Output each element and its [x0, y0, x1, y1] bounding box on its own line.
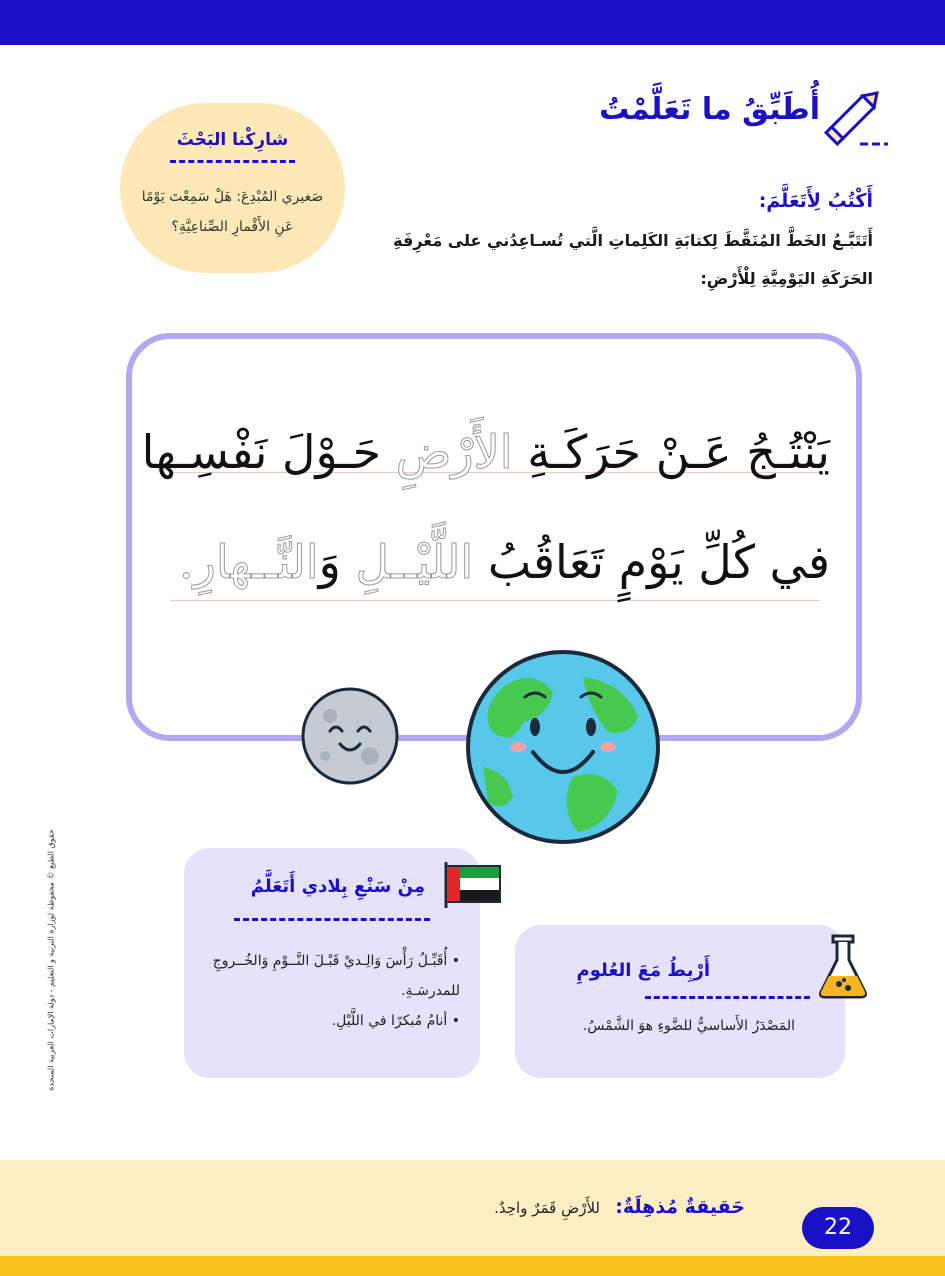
research-bubble-title: شارِكْنا البَحْثَ: [176, 130, 289, 150]
footer-band: [0, 1160, 945, 1256]
tracing-line-1: [141, 425, 830, 479]
list-item: • أُقَبِّـلُ رَأْسَ وَالِـديْ قَبْـلَ النَّــوْمِ وَالخُــروجِ للمدرسَـةِ.: [212, 953, 460, 999]
trace-text: حَـوْلَ نَفْسِـها: [141, 425, 396, 479]
moon-illustration: [300, 686, 400, 786]
science-box: [515, 925, 845, 1078]
trace-text: يَنْتُـجُ عَـنْ حَرَكَـةِ: [512, 425, 830, 479]
uae-flag-icon: [442, 860, 504, 910]
tracing-line-2: [150, 535, 830, 589]
copyright-text: حقوق الطبع © محفوظة لوزارة التربية و التعليم - دولة الإمارات العربية المتحدة: [46, 829, 56, 1091]
pencil-icon: [820, 80, 890, 150]
local-culture-list: [205, 946, 460, 1036]
fact-label: حَقيقةٌ مُذهِلَةٌ:: [615, 1196, 745, 1218]
trace-word-day[interactable]: النَّــهارِ.: [178, 535, 319, 589]
copyright-side: [40, 830, 62, 1090]
earth-illustration: [463, 647, 663, 847]
science-box-divider: [645, 996, 810, 999]
local-culture-divider: [234, 918, 430, 921]
guide-line: [170, 600, 820, 601]
science-box-title: أَرْبِطُ مَعَ العُلومِ: [576, 960, 710, 981]
local-culture-title: مِنْ سَنْعِ بِلادي أَتَعَلَّمُ: [250, 876, 425, 897]
top-bar: [0, 0, 945, 45]
page-number: 22: [802, 1207, 874, 1249]
fact-text: للأَرْضِ قَمَرٌ واحِدٌ.: [494, 1199, 600, 1217]
bubble-divider: [170, 160, 295, 163]
flask-icon: [815, 934, 871, 1000]
trace-text: في كُلِّ يَوْمٍ تَعَاقُبُ: [473, 535, 830, 589]
trace-text: وَ: [318, 535, 356, 589]
science-box-text: المَصْدَرُ الأَساسيُّ للضَّوءِ هوَ الشَّمْسُ.: [582, 1018, 795, 1034]
page-title: أُطَبِّقُ ما تَعَلَّمْتُ: [599, 92, 820, 127]
instructions-heading: أَكْتُبُ لِأَتَعَلَّمَ:: [758, 190, 873, 212]
instructions-body: أَتَتَبَّـعُ الخَطَّ المُنَقَّطَ لِكتابَةِ الكَلِماتِ الَّتي تُسـاعِدُني على مَعْرِفَةِ الحَرَكَةِ اليَوْمِيَّةِ لِلْأَرْضِ:: [393, 231, 873, 288]
research-bubble-text: صَغيري المُبْدِعَ: هَلْ سَمِعْتَ يَوْمًا عَنِ الأَقْمارِ الصِّناعِيَّةِ؟: [141, 189, 324, 235]
trace-word-earth[interactable]: الأَرْضِ: [395, 425, 513, 479]
footer-bottom-bar: [0, 1256, 945, 1276]
list-item: • أنامُ مُبكرًا في اللَّيْلِ.: [331, 1013, 460, 1029]
trace-word-night[interactable]: اللَّيْــلِ: [355, 535, 474, 589]
